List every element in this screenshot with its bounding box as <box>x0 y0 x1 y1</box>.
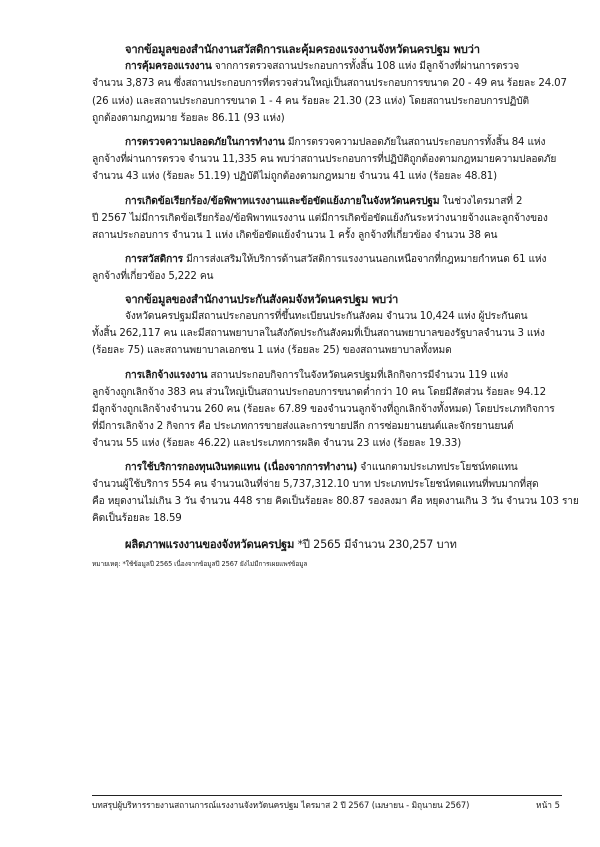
paragraph-text: คือ หยุดงานไม่เกิน 3 วัน จำนวน 448 ราย คิดเป็นร้อยละ 80.87 รองลงมา คือ หยุดงานเกิน 3 วัน จำนวน 103 ราย <box>92 496 579 507</box>
paragraph-line <box>125 462 518 474</box>
paragraph-topic: การสวัสดิการ <box>125 254 183 265</box>
paragraph-text: ปี 2567 ไม่มีการเกิดข้อเรียกร้อง/ข้อพิพาทแรงงาน แต่มีการเกิดข้อขัดแย้งกันระหว่างนายจ้างและลูกจ้างของ <box>92 213 548 224</box>
paragraph-line <box>92 171 497 183</box>
paragraph-text: จำนวนผู้ใช้บริการ 554 คน จำนวนเงินที่จ่าย 5,737,312.10 บาท ประเภทประโยชน์ทดแทนที่พบมากที่สุด <box>92 479 539 490</box>
paragraph-text: สถานประกอบการ จำนวน 1 แห่ง เกิดข้อขัดแย้งจำนวน 1 ครั้ง ลูกจ้างที่เกี่ยวข้อง จำนวน 38 คน <box>92 230 498 241</box>
paragraph-line <box>92 479 539 491</box>
paragraph-text: ลูกจ้างที่เกี่ยวข้อง 5,222 คน <box>92 271 214 282</box>
paragraph-text: มีการส่งเสริมให้บริการด้านสวัสดิการแรงงานนอกเหนือจากที่กฎหมายกำหนด 61 แห่ง <box>183 254 547 265</box>
paragraph-text: คิดเป็นร้อยละ 18.59 <box>92 513 182 524</box>
paragraph-text: สถานประกอบกิจการในจังหวัดนครปฐมที่เลิกกิจการมีจำนวน 119 แห่ง <box>207 370 508 381</box>
paragraph-line <box>92 387 546 399</box>
paragraph-line <box>125 254 546 266</box>
paragraph-text: จังหวัดนครปฐมมีสถานประกอบการที่ขึ้นทะเบียนประกันสังคม จำนวน 10,424 แห่ง ผู้ประกันตน <box>125 311 528 322</box>
paragraph-text: จำนวน 43 แห่ง (ร้อยละ 51.19) ปฏิบัติไม่ถูกต้องตามกฎหมาย จำนวน 41 แห่ง (ร้อยละ 48.81) <box>92 171 497 182</box>
paragraph-text: ลูกจ้างที่ผ่านการตรวจ จำนวน 11,335 คน พบว่าสถานประกอบการที่ปฏิบัติถูกต้องตามกฎหมายความปลอดภัย <box>92 154 557 165</box>
paragraph-text: ในช่วงไตรมาสที่ 2 <box>439 196 523 207</box>
paragraph-topic: การเกิดข้อเรียกร้อง/ข้อพิพาทแรงงานและข้อขัดแย้งภายในจังหวัดนครปฐม <box>125 196 440 207</box>
paragraph-text: ลูกจ้างถูกเลิกจ้าง 383 คน ส่วนใหญ่เป็นสถานประกอบการขนาดต่ำกว่า 10 คน โดยมีสัดส่วน ร้อยละ 94.12 <box>92 387 546 398</box>
paragraph-text: มีลูกจ้างถูกเลิกจ้างจำนวน 260 คน (ร้อยละ 67.89 ของจำนวนลูกจ้างที่ถูกเลิกจ้างทั้งหมด) โดยประเภทกิจการ <box>92 404 555 415</box>
paragraph-line <box>92 230 497 242</box>
section-heading-welfare-office <box>125 44 480 56</box>
paragraph-topic: การตรวจความปลอดภัยในการทำงาน <box>125 137 285 148</box>
paragraph-text: จำแนกตามประเภทประโยชน์ทดแทน <box>357 462 518 473</box>
paragraph-line <box>92 513 182 525</box>
paragraph-labor-productivity <box>125 539 457 551</box>
heading-text: จากข้อมูลของสำนักงานประกันสังคมจังหวัดนครปฐม พบว่า <box>125 293 399 306</box>
heading-text: จากข้อมูลของสำนักงานสวัสดิการและคุ้มครองแรงงานจังหวัดนครปฐม พบว่า <box>125 43 480 56</box>
paragraph-text: (ร้อยละ 75) และสถานพยาบาลเอกชน 1 แห่ง (ร้อยละ 25) ของสถานพยาบาลทั้งหมด <box>92 345 452 356</box>
paragraph-line <box>125 61 519 73</box>
paragraph-text: ทั้งสิ้น 262,117 คน และมีสถานพยาบาลในสังกัดประกันสังคมที่เป็นสถานพยาบาลของรัฐบาลจำนวน 3 แห่ง <box>92 328 545 339</box>
paragraph-line <box>92 271 213 283</box>
page-number: หน้า 5 <box>536 800 560 810</box>
paragraph-line <box>92 78 567 90</box>
paragraph-line <box>92 421 513 433</box>
paragraph-line <box>92 496 579 508</box>
paragraph-text: มีการตรวจความปลอดภัยในสถานประกอบการทั้งสิ้น 84 แห่ง <box>284 137 546 148</box>
paragraph-line <box>92 404 555 416</box>
paragraph-line <box>92 113 285 125</box>
paragraph-line <box>125 370 508 382</box>
paragraph-topic: ผลิตภาพแรงงานของจังหวัดนครปฐม <box>125 538 295 551</box>
paragraph-line <box>92 213 548 225</box>
paragraph-line <box>125 137 545 149</box>
footer-title: บทสรุปผู้บริหารรายงานสถานการณ์แรงงานจังหวัดนครปฐม ไตรมาส 2 ปี 2567 (เมษายน - มิถุนายน 2567) <box>92 800 470 810</box>
paragraph-text: จากการตรวจสถานประกอบการทั้งสิ้น 108 แห่ง มีลูกจ้างที่ผ่านการตรวจ <box>211 61 520 72</box>
footnote-text: หมายเหตุ: *ใช้ข้อมูลปี 2565 เนื่องจากข้อมูลปี 2567 ยังไม่มีการเผยแพร่ข้อมูล <box>92 560 308 568</box>
paragraph-line <box>92 96 529 108</box>
section-heading-social-security-office <box>125 294 398 306</box>
paragraph-text: *ปี 2565 มีจำนวน 230,257 บาท <box>294 538 457 551</box>
paragraph-line <box>125 311 527 323</box>
paragraph-text: (26 แห่ง) และสถานประกอบการขนาด 1 - 4 คน ร้อยละ 21.30 (23 แห่ง) โดยสถานประกอบการปฏิบัติ <box>92 96 529 107</box>
paragraph-topic: การเลิกจ้างแรงงาน <box>125 370 208 381</box>
paragraph-text: จำนวน 3,873 คน ซึ่งสถานประกอบการที่ตรวจส่วนใหญ่เป็นสถานประกอบการขนาด 20 - 49 คน ร้อยละ 24.07 <box>92 78 567 89</box>
footer-divider <box>92 795 562 796</box>
paragraph-line <box>125 196 522 208</box>
paragraph-text: จำนวน 55 แห่ง (ร้อยละ 46.22) และประเภทการผลิต จำนวน 23 แห่ง (ร้อยละ 19.33) <box>92 438 462 449</box>
paragraph-line <box>92 345 452 357</box>
paragraph-topic: การคุ้มครองแรงงาน <box>125 61 212 72</box>
paragraph-line <box>92 438 461 450</box>
paragraph-line <box>92 154 556 166</box>
paragraph-topic: การใช้บริการกองทุนเงินทดแทน (เนื่องจากการทำงาน) <box>125 462 358 473</box>
paragraph-text: ที่มีการเลิกจ้าง 2 กิจการ คือ ประเภทการขายส่งและการขายปลีก การซ่อมยานยนต์และจักรยานยนต์ <box>92 421 514 432</box>
paragraph-line <box>92 328 545 340</box>
paragraph-text: ถูกต้องตามกฎหมาย ร้อยละ 86.11 (93 แห่ง) <box>92 113 285 124</box>
footnote <box>92 560 307 568</box>
